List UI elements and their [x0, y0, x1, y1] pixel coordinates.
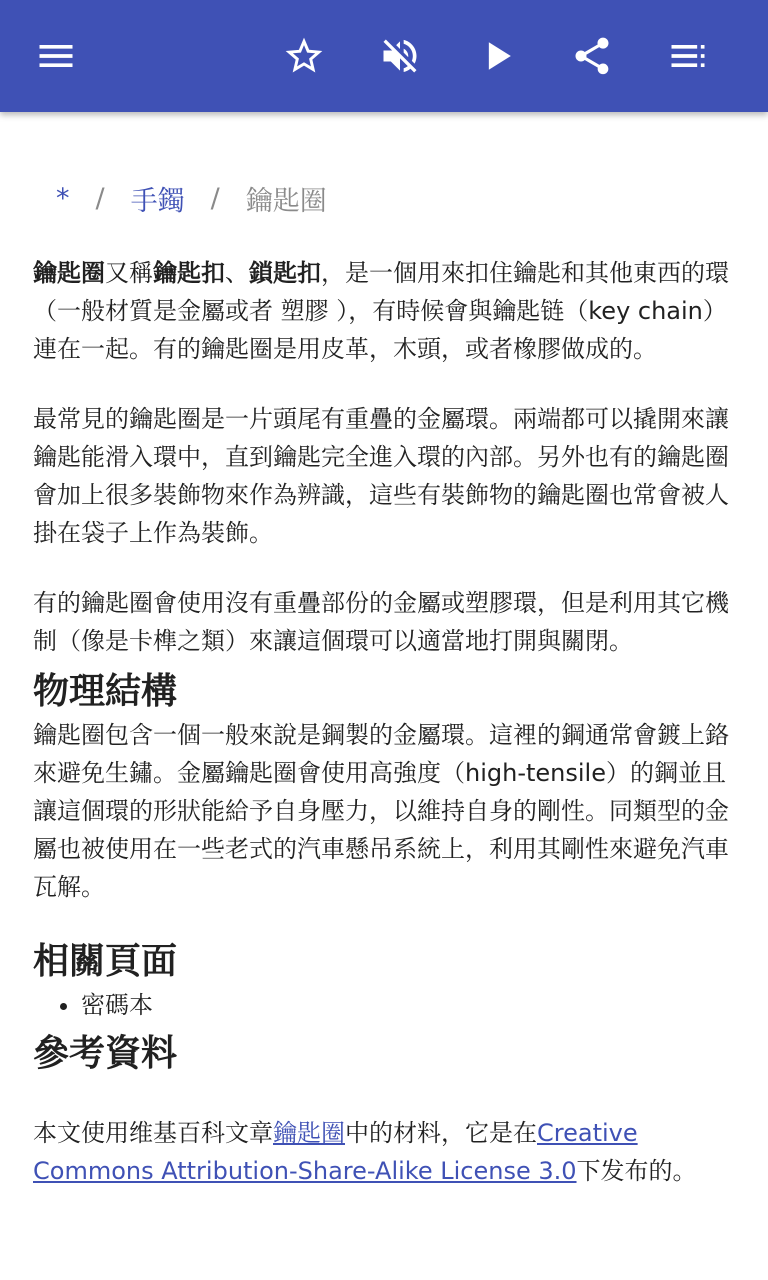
license-link[interactable]: Creative Commons Attribution-Share-Alike License 3.0	[33, 1119, 638, 1185]
breadcrumb	[56, 176, 327, 220]
license-text: 中的材料，它是在	[345, 1119, 537, 1147]
intro-text: 又稱	[105, 259, 153, 287]
list-icon[interactable]	[656, 24, 720, 88]
section-heading-related: 相關頁面	[33, 941, 178, 982]
license-paragraph	[33, 1114, 738, 1190]
term-keyring: 鑰匙圈	[33, 259, 105, 287]
breadcrumb-separator: /	[210, 182, 220, 214]
section-heading-structure: 物理結構	[33, 671, 178, 712]
breadcrumb-root-link[interactable]: *	[56, 182, 70, 214]
star-outline-icon[interactable]	[272, 24, 336, 88]
intro-paragraph	[33, 254, 738, 368]
term-keyclip: 鑰匙扣	[153, 259, 225, 287]
app-toolbar	[0, 0, 768, 112]
license-text: 下发布的。	[576, 1157, 697, 1185]
breadcrumb-separator: /	[95, 182, 105, 214]
license-text: 本文使用维基百科文章	[33, 1119, 273, 1147]
play-icon[interactable]	[466, 24, 530, 88]
article-body	[33, 254, 738, 1190]
intro-text: ，是一個用來扣住鑰匙和其他東西的環（一般材質是金屬或者 塑膠 ），有時候會與鑰匙链（key chain）連在一起。有的鑰匙圈是用皮革，木頭，或者橡膠做成的。	[33, 259, 729, 363]
source-article-link[interactable]: 鑰匙圈	[273, 1119, 345, 1147]
volume-off-icon[interactable]	[368, 24, 432, 88]
paragraph-common-keyrings: 最常見的鑰匙圈是一片頭尾有重疊的金屬環。兩端都可以撬開來讓鑰匙能滑入環中，直到鑰匙完全進入環的內部。另外也有的鑰匙圈會加上很多裝飾物來作為辨識，這些有裝飾物的鑰匙圈也常會被人掛在袋子上作為裝飾。	[33, 405, 729, 547]
list-item[interactable]: • 密碼本	[81, 986, 738, 1024]
intro-text: 、	[225, 259, 249, 287]
section-heading-references: 參考資料	[33, 1033, 178, 1074]
menu-icon[interactable]	[24, 24, 88, 88]
breadcrumb-parent-link[interactable]: 手鐲	[130, 185, 185, 217]
breadcrumb-current: 鑰匙圈	[245, 185, 327, 217]
term-lockclip: 鎖匙扣	[249, 259, 321, 287]
share-icon[interactable]	[560, 24, 624, 88]
paragraph-structure: 鑰匙圈包含一個一般來說是鋼製的金屬環。這裡的鋼通常會鍍上鉻來避免生鏽。金屬鑰匙圈會使用高強度（high-tensile）的鋼並且讓這個環的形狀能給予自身壓力，以維持自身的剛性。同類型的金屬也被使用在一些老式的汽車懸吊系統上，利用其剛性來避免汽車瓦解。	[33, 721, 729, 901]
paragraph-non-overlap: 有的鑰匙圈會使用沒有重疊部份的金屬或塑膠環，但是利用其它機制（像是卡榫之類）來讓這個環可以適當地打開與關閉。	[33, 589, 729, 655]
related-pages-list	[33, 986, 738, 1024]
